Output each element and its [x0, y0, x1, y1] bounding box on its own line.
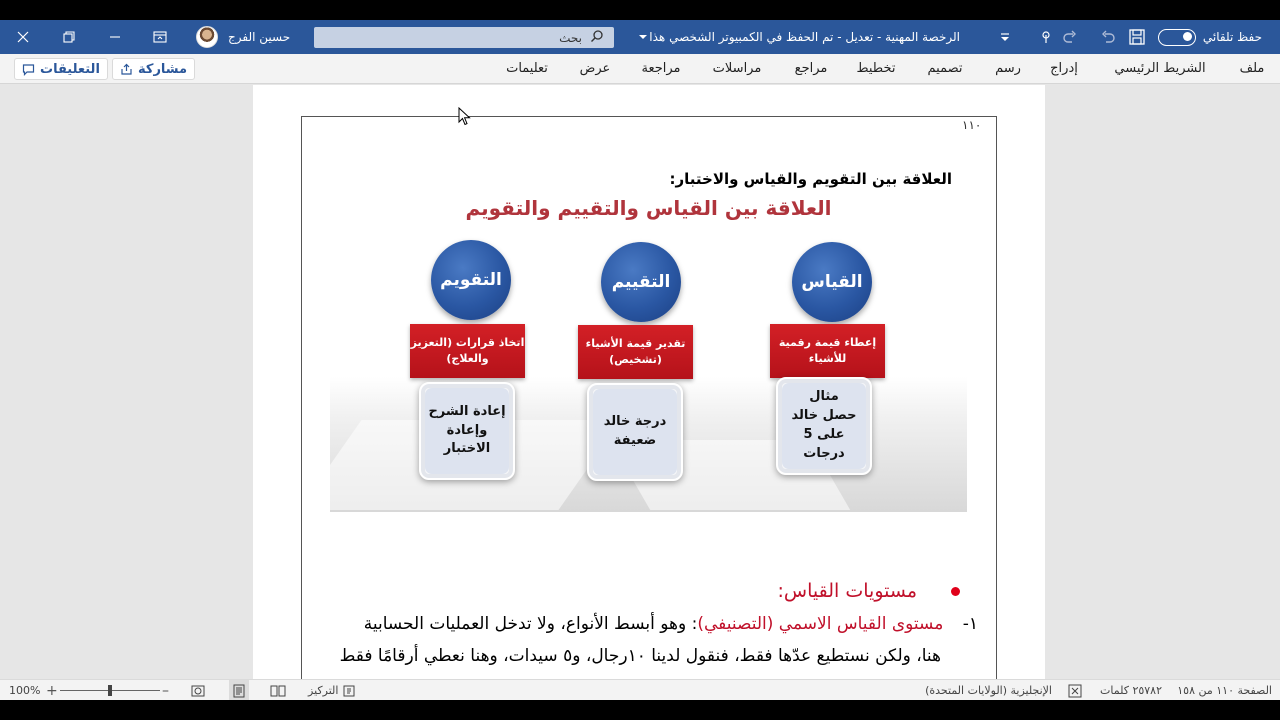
mouse-cursor-icon [458, 107, 472, 127]
tab-help[interactable]: تعليمات [506, 61, 548, 76]
box-assessment: تقدير قيمة الأشياء (تشخيص) [578, 325, 693, 379]
zoom-in-icon[interactable]: + [46, 682, 58, 699]
chevron-down-icon[interactable] [638, 20, 648, 54]
share-icon [120, 63, 133, 76]
customize-qat-icon[interactable] [998, 20, 1012, 54]
paragraph-text: : وهو أبسط الأنواع، ولا تدخل العمليات الحسابية [363, 614, 698, 634]
ribbon-display-icon[interactable] [152, 20, 168, 54]
card-line: إعادة الشرح [428, 403, 506, 419]
card-assessment [587, 383, 683, 481]
card-line: وإعادة [446, 422, 488, 438]
letterbox-top [0, 0, 1280, 20]
share-button[interactable] [112, 58, 195, 80]
page-number: ١١٠ [962, 118, 982, 132]
levels-heading [778, 580, 960, 602]
web-layout-icon[interactable] [191, 680, 205, 701]
card-line: مثال [809, 389, 839, 405]
autosave-toggle[interactable] [1158, 20, 1196, 54]
comments-button[interactable] [14, 58, 108, 80]
zoom-slider[interactable] [60, 680, 160, 701]
term-nominal: مستوى القياس الاسمي (التصنيفي) [697, 614, 944, 634]
title-bar [0, 20, 1280, 54]
levels-heading-text: مستويات القياس: [777, 580, 917, 602]
card-text [782, 383, 866, 469]
bullet-icon [951, 587, 960, 596]
comment-icon [22, 63, 35, 76]
tab-review[interactable]: مراجعة [641, 61, 681, 76]
search-input[interactable] [314, 27, 614, 48]
tab-home[interactable]: الشريط الرئيسي [1114, 61, 1206, 76]
search-placeholder: بحث [559, 30, 582, 45]
box-measurement: إعطاء قيمة رقمية للأشياء [770, 324, 885, 378]
circle-evaluation: التقويم [431, 240, 511, 320]
minimize-icon[interactable] [108, 20, 122, 54]
card-line: ضعيفة [613, 433, 657, 448]
card-text [425, 388, 509, 474]
card-line: الاختبار [443, 441, 491, 457]
figure-title: العلاقة بين القياس والتقييم والتقويم [465, 196, 832, 220]
proofing-icon[interactable] [1068, 680, 1082, 701]
redo-icon[interactable] [1062, 20, 1078, 54]
tab-references[interactable]: مراجع [794, 61, 828, 76]
card-line: على 5 درجات [803, 427, 845, 461]
close-icon[interactable] [16, 20, 30, 54]
print-layout-icon[interactable] [229, 680, 249, 701]
comments-label: التعليقات [40, 61, 100, 77]
user-name[interactable]: حسين الفرج [228, 30, 291, 44]
card-evaluation [419, 382, 515, 480]
zoom-out-icon[interactable]: – [162, 682, 169, 699]
tab-insert[interactable]: إدراج [1050, 61, 1078, 76]
focus-button[interactable] [308, 680, 356, 701]
card-line: حصل خالد [791, 408, 857, 424]
read-mode-icon[interactable] [270, 680, 286, 701]
search-icon [590, 29, 604, 46]
circle-assessment: التقييم [601, 242, 681, 322]
word-count[interactable]: ٢٥٧٨٢ كلمات [1100, 684, 1162, 697]
focus-label: التركيز [308, 684, 339, 697]
tab-mailings[interactable]: مراسلات [712, 61, 762, 76]
tab-layout[interactable]: تخطيط [856, 61, 896, 76]
document-title: الرخصة المهنية - تعديل - تم الحفظ في الكمبيوتر الشخصي هذا [649, 30, 960, 44]
tab-view[interactable]: عرض [579, 61, 611, 76]
tab-design[interactable]: تصميم [927, 61, 963, 76]
page-info[interactable]: الصفحة ١١٠ من ١٥٨ [1177, 684, 1272, 697]
focus-icon [342, 684, 356, 698]
zoom-level[interactable]: 100% [9, 684, 41, 697]
language[interactable]: الإنجليزية (الولايات المتحدة) [925, 684, 1052, 697]
relationship-figure [330, 190, 967, 512]
restore-icon[interactable] [62, 20, 76, 54]
touch-mode-icon[interactable] [1038, 20, 1054, 54]
box-evaluation: اتخاذ قرارات (التعزيز والعلاج) [410, 324, 525, 378]
autosave-label: حفظ تلقائي [1202, 30, 1262, 44]
tab-file[interactable]: ملف [1239, 61, 1265, 76]
section-heading: العلاقة بين التقويم والقياس والاختبار: [669, 170, 952, 188]
card-measurement [776, 377, 872, 475]
list-number: ١- [962, 614, 978, 634]
card-text [593, 389, 677, 475]
avatar[interactable] [196, 20, 218, 54]
card-line: درجة خالد [603, 414, 667, 430]
tab-draw[interactable]: رسم [995, 61, 1021, 76]
undo-icon[interactable] [1100, 20, 1116, 54]
share-label: مشاركة [138, 61, 188, 77]
circle-measurement: القياس [792, 242, 872, 322]
letterbox-bottom [0, 700, 1280, 720]
save-icon[interactable] [1128, 20, 1146, 54]
paragraph-line-2: هنا، ولكن نستطيع عدّها فقط، فنقول لدينا ١٠رجال، و٥ سيدات، وهنا نعطي أرقامًا فقط [339, 646, 941, 666]
paragraph-line-1 [318, 614, 978, 634]
status-bar [0, 679, 1280, 700]
